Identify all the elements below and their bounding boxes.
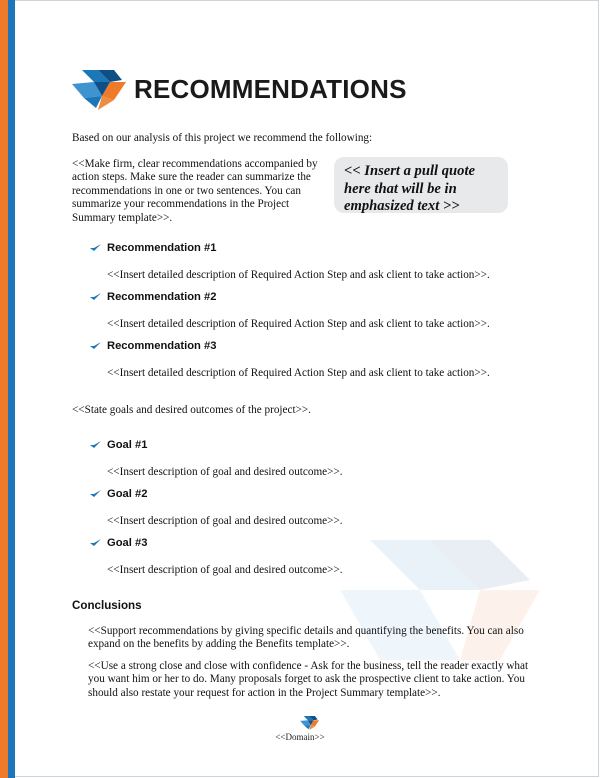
recommendation-heading — [90, 291, 216, 303]
footer-domain: <<Domain>> — [275, 732, 325, 742]
goal-title: Goal #3 — [107, 537, 148, 549]
recommendation-heading — [90, 242, 216, 254]
checkmark-icon — [90, 243, 101, 253]
conclusions-heading: Conclusions — [72, 599, 142, 612]
recommendation-description: <<Insert detailed description of Required Action Step and ask client to take action>>. — [107, 318, 490, 330]
blue-side-stripe — [8, 0, 15, 778]
recommendation-heading — [90, 340, 216, 352]
recommendation-title: Recommendation #2 — [107, 291, 217, 303]
logo-watermark-icon — [330, 520, 560, 680]
diamond-logo-icon — [72, 70, 128, 110]
orange-side-stripe — [0, 0, 8, 778]
checkmark-icon — [90, 538, 101, 548]
footer-logo-icon — [300, 716, 320, 730]
recommendation-description: <<Insert detailed description of Required Action Step and ask client to take action>>. — [107, 269, 490, 281]
goal-title: Goal #2 — [107, 488, 148, 500]
goal-heading — [90, 439, 147, 451]
conclusions-paragraph: <<Support recommendations by giving specific details and quantifying the benefits. You can also expand on the benefits by adding the Benefits template>>. — [88, 625, 524, 651]
goal-description: <<Insert description of goal and desired outcome>>. — [107, 564, 343, 576]
checkmark-icon — [90, 440, 101, 450]
recommendation-title: Recommendation #3 — [107, 340, 217, 352]
goals-intro-text: <<State goals and desired outcomes of the project>>. — [72, 404, 311, 416]
goal-description: <<Insert description of goal and desired outcome>>. — [107, 466, 343, 478]
page-title: RECOMMENDATIONS — [134, 74, 407, 104]
goal-heading — [90, 537, 147, 549]
recommendations-summary-text: <<Make firm, clear recommendations accompanied by action steps. Make sure the reader can summarize the recommendations in one or two sentences. You can summarize your recommendations in the Project Summary template>>. — [72, 158, 318, 224]
recommendation-title: Recommendation #1 — [107, 242, 217, 254]
checkmark-icon — [90, 292, 101, 302]
recommendation-description: <<Insert detailed description of Required Action Step and ask client to take action>>. — [107, 367, 490, 379]
goal-heading — [90, 488, 147, 500]
pull-quote-box — [334, 157, 508, 213]
pull-quote-text: << Insert a pull quote here that will be in emphasized text >> — [344, 163, 475, 214]
checkmark-icon — [90, 341, 101, 351]
intro-text: Based on our analysis of this project we recommend the following: — [72, 132, 373, 144]
goal-description: <<Insert description of goal and desired outcome>>. — [107, 515, 343, 527]
conclusions-paragraph: <<Use a strong close and close with confidence - Ask for the business, tell the reader exactly what you want him or her to do. Many proposals forget to ask the prospective client to take action. You should also restate your request for action in the Project Summary template>>. — [88, 660, 529, 699]
checkmark-icon — [90, 489, 101, 499]
goal-title: Goal #1 — [107, 439, 148, 451]
